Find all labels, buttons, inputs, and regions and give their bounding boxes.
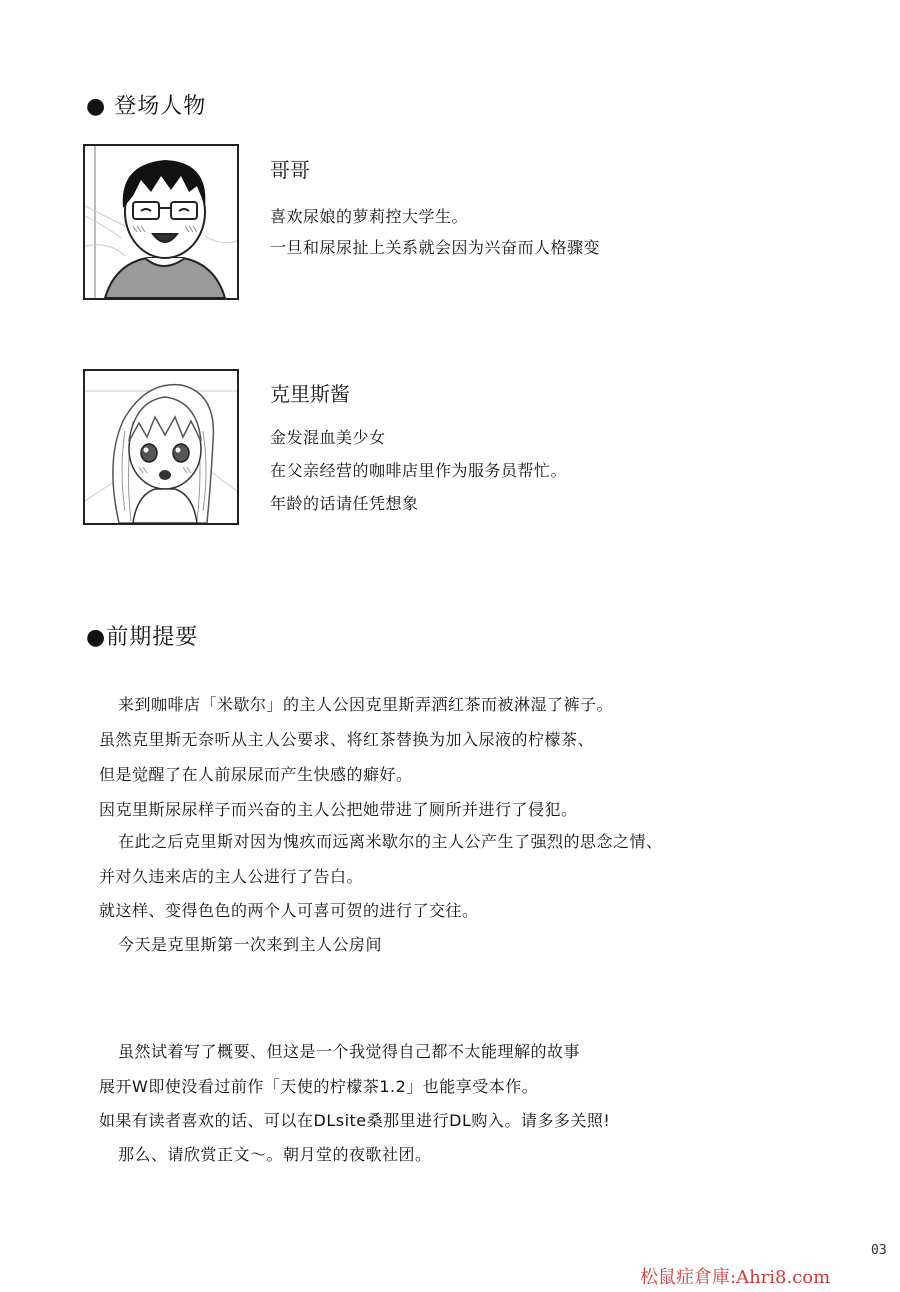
chris-illustration xyxy=(85,371,237,523)
summary-line-1: 来到咖啡店「米歇尔」的主人公因克里斯弄洒红茶而被淋湿了裤子。 xyxy=(118,695,614,714)
characters-heading: ● 登场人物 xyxy=(86,94,207,119)
chris-desc-line-2: 在父亲经营的咖啡店里作为服务员帮忙。 xyxy=(270,461,568,480)
summary-line-3: 但是觉醒了在人前尿尿而产生快感的癖好。 xyxy=(99,765,413,784)
brother-desc-line-2: 一旦和尿尿扯上关系就会因为兴奋而人格骤变 xyxy=(270,238,601,257)
chris-portrait xyxy=(83,369,239,525)
chris-desc-line-1: 金发混血美少女 xyxy=(270,428,386,447)
summary-line-8: 今天是克里斯第一次来到主人公房间 xyxy=(118,935,383,954)
chris-desc-line-3: 年龄的话请任凭想象 xyxy=(270,494,419,513)
brother-illustration xyxy=(85,146,237,298)
brother-name: 哥哥 xyxy=(270,158,310,182)
summary-line-5: 在此之后克里斯对因为愧疚而远离米歇尔的主人公产生了强烈的思念之情、 xyxy=(118,832,663,851)
chris-name: 克里斯酱 xyxy=(270,382,350,406)
afterword-line-3: 如果有读者喜欢的话、可以在DLsite桑那里进行DL购入。请多多关照! xyxy=(99,1111,611,1130)
watermark-link[interactable]: 松鼠症倉庫:Ahri8.com xyxy=(640,1267,831,1288)
summary-line-6: 并对久违来店的主人公进行了告白。 xyxy=(99,867,364,886)
page-number: 03 xyxy=(871,1243,887,1258)
summary-line-4: 因克里斯尿尿样子而兴奋的主人公把她带进了厕所并进行了侵犯。 xyxy=(99,800,578,819)
summary-heading: ●前期提要 xyxy=(86,625,199,650)
summary-line-2: 虽然克里斯无奈听从主人公要求、将红茶替换为加入尿液的柠檬茶、 xyxy=(99,730,595,749)
afterword-line-2: 展开W即使没看过前作「天使的柠檬茶1.2」也能享受本作。 xyxy=(99,1077,539,1096)
brother-portrait xyxy=(83,144,239,300)
afterword-line-1: 虽然试着写了概要、但这是一个我觉得自己都不太能理解的故事 xyxy=(118,1042,581,1061)
summary-line-7: 就这样、变得色色的两个人可喜可贺的进行了交往。 xyxy=(99,901,479,920)
afterword-line-4: 那么、请欣赏正文～。朝月堂的夜歌社团。 xyxy=(118,1145,432,1164)
brother-desc-line-1: 喜欢尿娘的萝莉控大学生。 xyxy=(270,207,469,226)
